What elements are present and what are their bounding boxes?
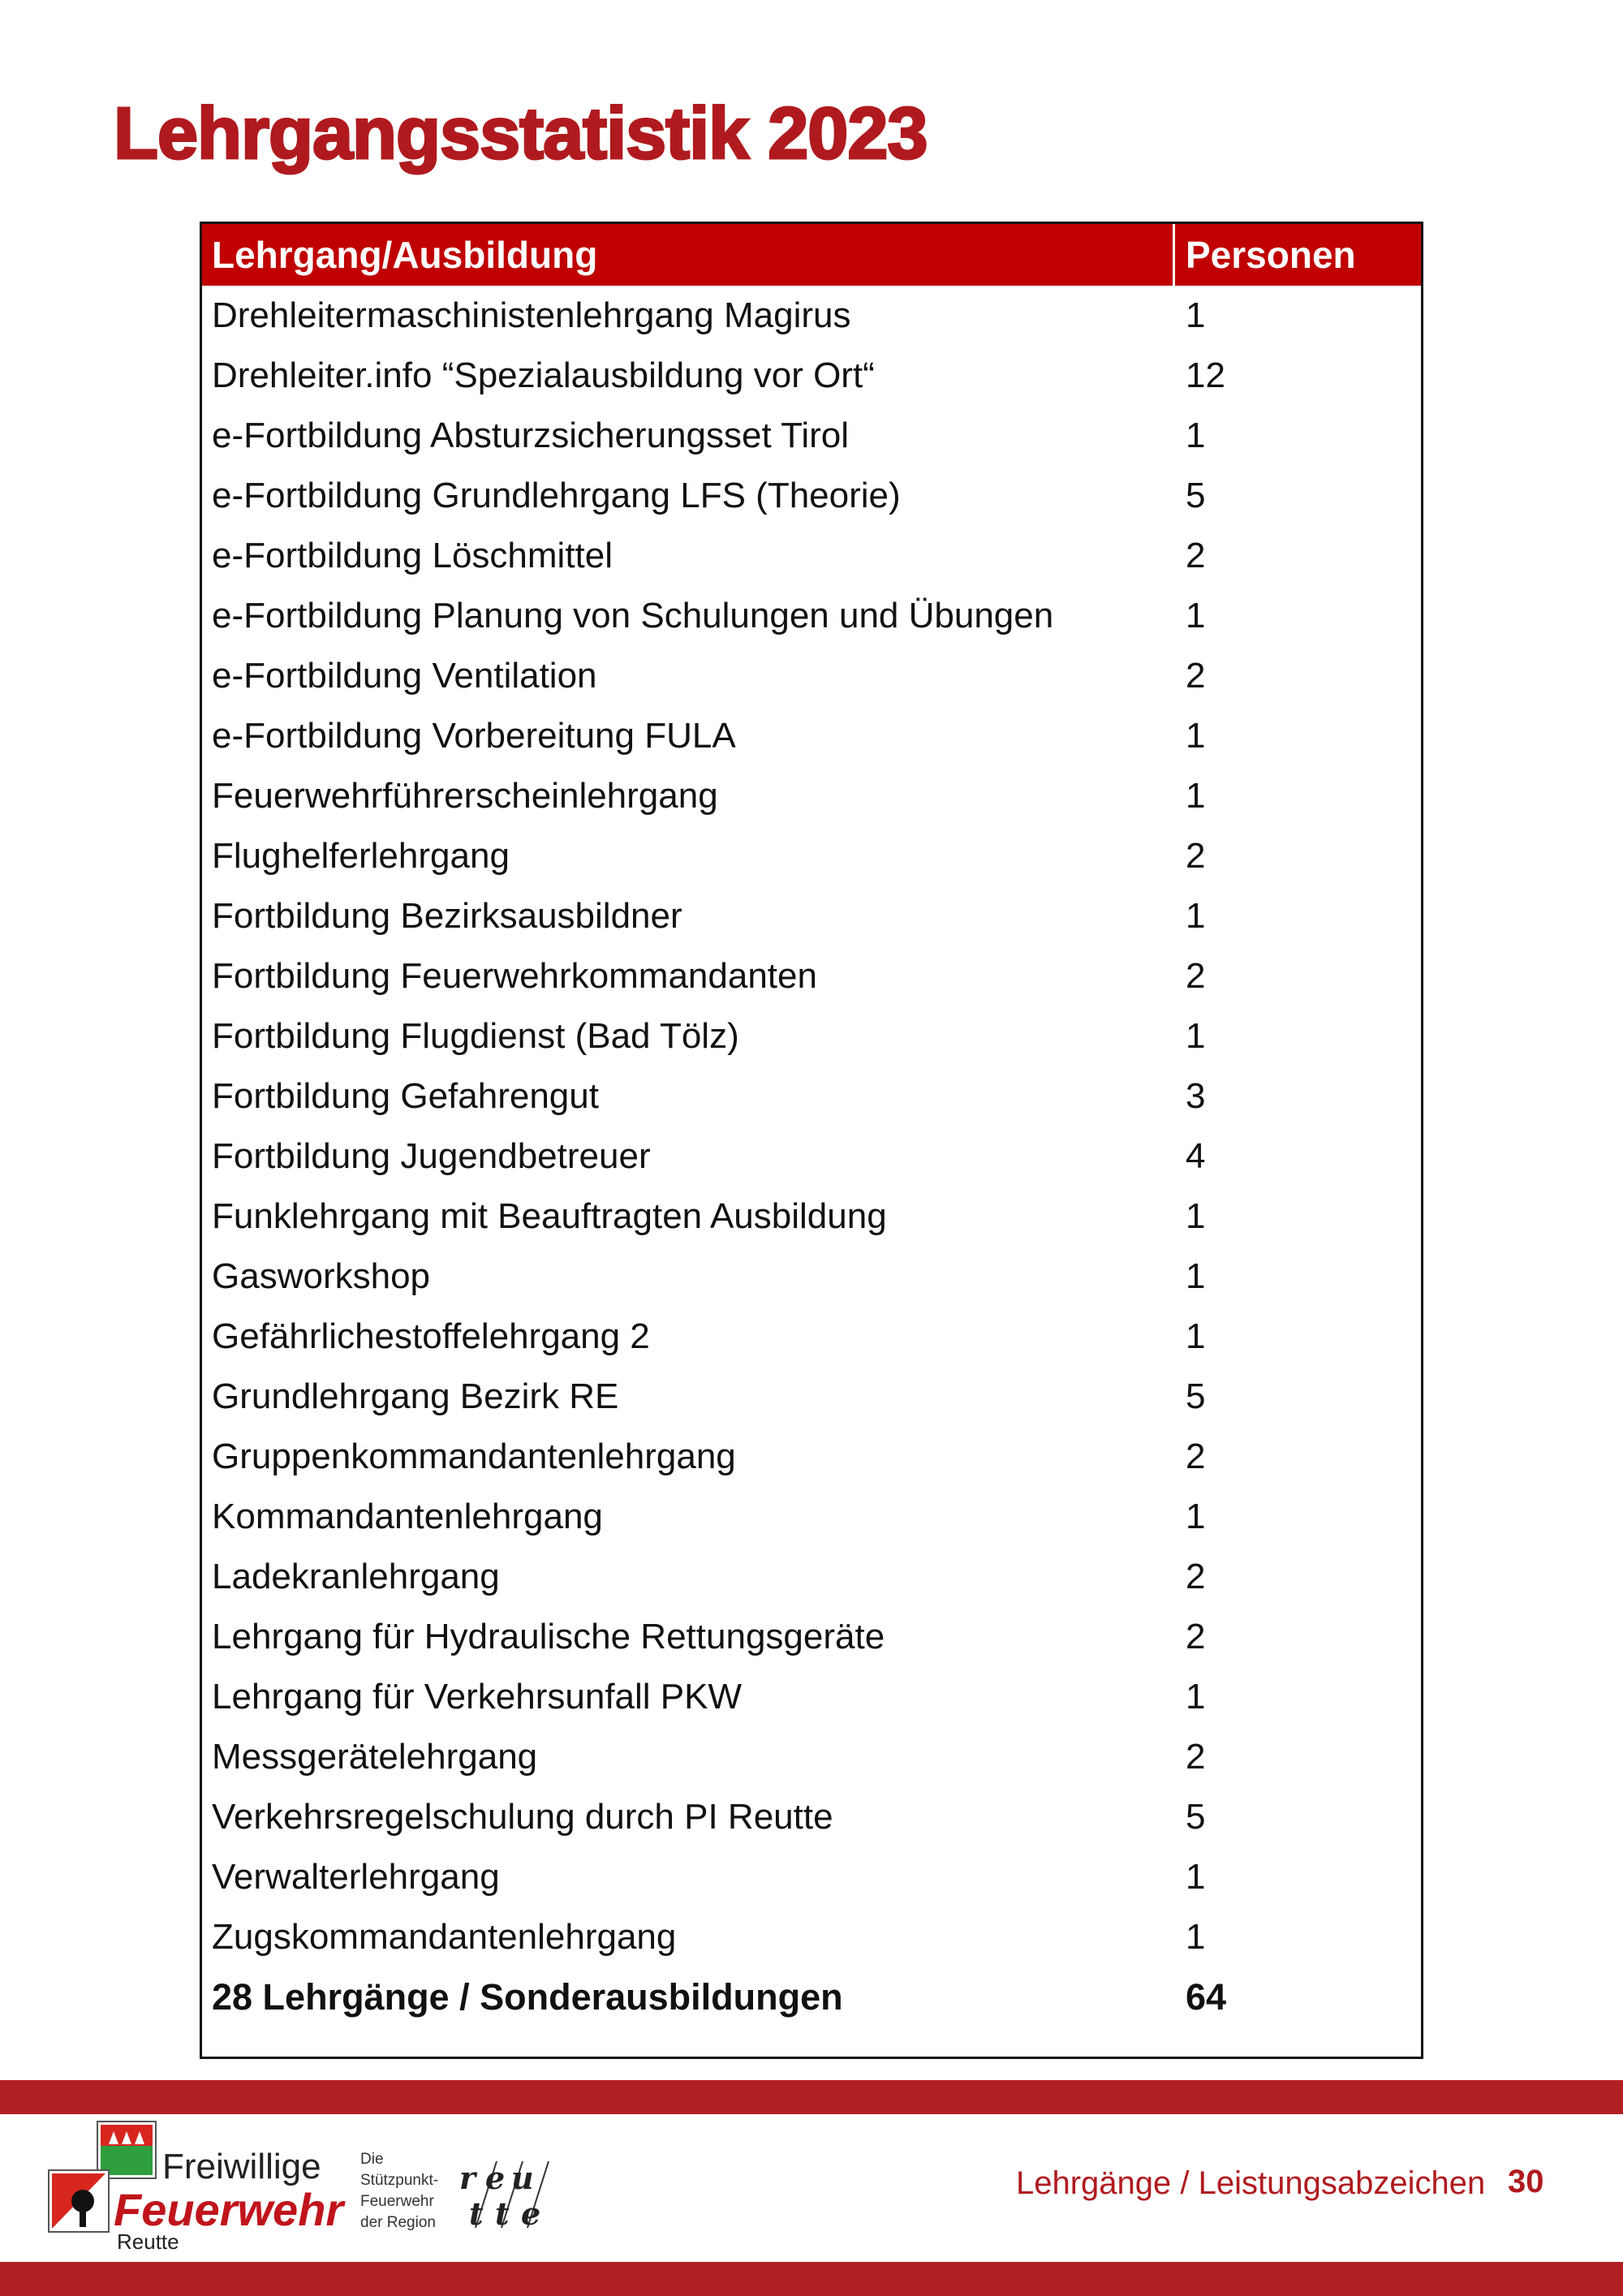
- header-divider: [1173, 224, 1175, 286]
- table-row: [202, 1547, 1421, 1607]
- person-count: 1: [1186, 1917, 1206, 1957]
- table-row: [202, 406, 1421, 466]
- person-count: 2: [1186, 836, 1206, 876]
- table-row: [202, 1907, 1421, 1967]
- person-count: 12: [1186, 355, 1225, 395]
- table-row: [202, 526, 1421, 586]
- course-name: Lehrgang für Hydraulische Rettungsgeräte: [212, 1617, 885, 1656]
- table-row: [202, 1607, 1421, 1667]
- table-row: [202, 286, 1421, 346]
- person-count: 1: [1186, 1857, 1206, 1897]
- course-name: Gruppenkommandantenlehrgang: [212, 1437, 736, 1476]
- person-count: 1: [1186, 1497, 1206, 1536]
- course-name: e-Fortbildung Löschmittel: [212, 536, 613, 575]
- course-name: Fortbildung Jugendbetreuer: [212, 1136, 651, 1176]
- person-count: 2: [1186, 1737, 1206, 1777]
- table-row: [202, 1307, 1421, 1367]
- course-name: e-Fortbildung Planung von Schulungen und Übungen: [212, 596, 1054, 635]
- total-label: 28 Lehrgänge / Sonderausbildungen: [212, 1976, 843, 2018]
- table-row: [202, 1667, 1421, 1727]
- course-name: Lehrgang für Verkehrsunfall PKW: [212, 1677, 743, 1717]
- table-header: [202, 224, 1421, 286]
- table-row: [202, 466, 1421, 526]
- person-count: 1: [1186, 896, 1206, 936]
- page-title: Lehrgangsstatistik 2023: [114, 93, 928, 174]
- course-name: Flughelferlehrgang: [212, 836, 510, 876]
- table-row: [202, 1066, 1421, 1126]
- table-row: [202, 886, 1421, 946]
- course-name: e-Fortbildung Vorbereitung FULA: [212, 716, 736, 756]
- logo-text-feuerwehr: Feuerwehr: [114, 2184, 344, 2235]
- course-name: Drehleiter.info “Spezialausbildung vor Ort“: [212, 355, 875, 395]
- partner-caption-line: Feuerwehr: [360, 2193, 434, 2210]
- person-count: 1: [1186, 596, 1206, 635]
- person-count: 2: [1186, 956, 1206, 996]
- table-row: [202, 1247, 1421, 1307]
- person-count: 2: [1186, 536, 1206, 575]
- person-count: 2: [1186, 1557, 1206, 1596]
- course-name: e-Fortbildung Absturzsicherungsset Tirol: [212, 416, 850, 455]
- table-row: [202, 646, 1421, 706]
- wordmark-letter: e: [521, 2195, 541, 2232]
- course-name: Messgerätelehrgang: [212, 1737, 538, 1777]
- person-count: 2: [1186, 1617, 1206, 1656]
- logo-text-freiwillige: Freiwillige: [162, 2147, 321, 2186]
- course-name: Fortbildung Bezirksausbildner: [212, 896, 682, 936]
- table-row: [202, 1187, 1421, 1247]
- course-name: Fortbildung Flugdienst (Bad Tölz): [212, 1016, 739, 1056]
- table-row: [202, 826, 1421, 886]
- table-body: [202, 286, 1421, 1967]
- table-row: [202, 946, 1421, 1006]
- course-name: Gasworkshop: [212, 1256, 431, 1296]
- table-row: [202, 346, 1421, 406]
- course-name: Fortbildung Feuerwehrkommandanten: [212, 956, 817, 996]
- course-name: e-Fortbildung Grundlehrgang LFS (Theorie): [212, 476, 901, 515]
- partner-caption-line: Die: [360, 2151, 384, 2168]
- logo-text-reutte: Reutte: [117, 2229, 179, 2254]
- table-row: [202, 1427, 1421, 1487]
- table-row: [202, 1006, 1421, 1066]
- person-count: 5: [1186, 476, 1206, 515]
- person-count: 5: [1186, 1376, 1206, 1416]
- table-row: [202, 586, 1421, 646]
- wordmark-letter: r: [459, 2160, 476, 2196]
- course-name: Zugskommandantenlehrgang: [212, 1917, 677, 1957]
- course-name: e-Fortbildung Ventilation: [212, 656, 597, 696]
- page-number: 30: [1508, 2164, 1544, 2199]
- wordmark-letter: t: [469, 2195, 484, 2232]
- total-count: 64: [1186, 1976, 1227, 2018]
- person-count: 2: [1186, 1437, 1206, 1476]
- person-count: 2: [1186, 656, 1206, 696]
- column-header-course: Lehrgang/Ausbildung: [212, 234, 598, 276]
- person-count: 1: [1186, 716, 1206, 756]
- course-name: Kommandantenlehrgang: [212, 1497, 603, 1536]
- person-count: 1: [1186, 1196, 1206, 1236]
- partner-caption: [360, 2149, 438, 2234]
- person-count: 1: [1186, 416, 1206, 455]
- course-name: Gefährlichestoffelehrgang 2: [212, 1316, 650, 1356]
- person-count: 1: [1186, 1016, 1206, 1056]
- reutte-wordmark: [454, 2155, 552, 2236]
- footer-section-title: Lehrgänge / Leistungsabzeichen: [1016, 2165, 1486, 2201]
- table-row: [202, 1367, 1421, 1427]
- footer-band-top: [0, 2080, 1623, 2114]
- table-row: [202, 1126, 1421, 1187]
- course-name: Funklehrgang mit Beauftragten Ausbildung: [212, 1196, 887, 1236]
- course-name: Drehleitermaschinistenlehrgang Magirus: [212, 295, 851, 335]
- table-total-row: [202, 1967, 1421, 2027]
- column-header-persons: Personen: [1186, 234, 1356, 276]
- person-count: 3: [1186, 1076, 1206, 1116]
- table-row: [202, 766, 1421, 826]
- table-row: [202, 1847, 1421, 1907]
- table-row: [202, 1787, 1421, 1847]
- person-count: 4: [1186, 1136, 1206, 1176]
- partner-caption-line: Stützpunkt-: [360, 2172, 439, 2189]
- course-name: Ladekranlehrgang: [212, 1557, 500, 1596]
- wordmark-letter: u: [511, 2160, 534, 2196]
- table-row: [202, 706, 1421, 766]
- wordmark-letter: t: [495, 2195, 510, 2232]
- table-row: [202, 1487, 1421, 1547]
- course-table: [200, 222, 1423, 2059]
- course-name: Verkehrsregelschulung durch PI Reutte: [212, 1797, 833, 1837]
- person-count: 1: [1186, 295, 1206, 335]
- footer-band-bottom: [0, 2262, 1623, 2296]
- person-count: 1: [1186, 776, 1206, 816]
- person-count: 5: [1186, 1797, 1206, 1837]
- person-count: 1: [1186, 1256, 1206, 1296]
- course-name: Verwalterlehrgang: [212, 1857, 500, 1897]
- course-name: Fortbildung Gefahrengut: [212, 1076, 599, 1116]
- person-count: 1: [1186, 1677, 1206, 1717]
- course-name: Feuerwehrführerscheinlehrgang: [212, 776, 718, 816]
- wordmark-letter: e: [485, 2160, 506, 2196]
- person-count: 1: [1186, 1316, 1206, 1356]
- partner-caption-line: der Region: [360, 2214, 436, 2231]
- course-name: Grundlehrgang Bezirk RE: [212, 1376, 619, 1416]
- table-row: [202, 1727, 1421, 1787]
